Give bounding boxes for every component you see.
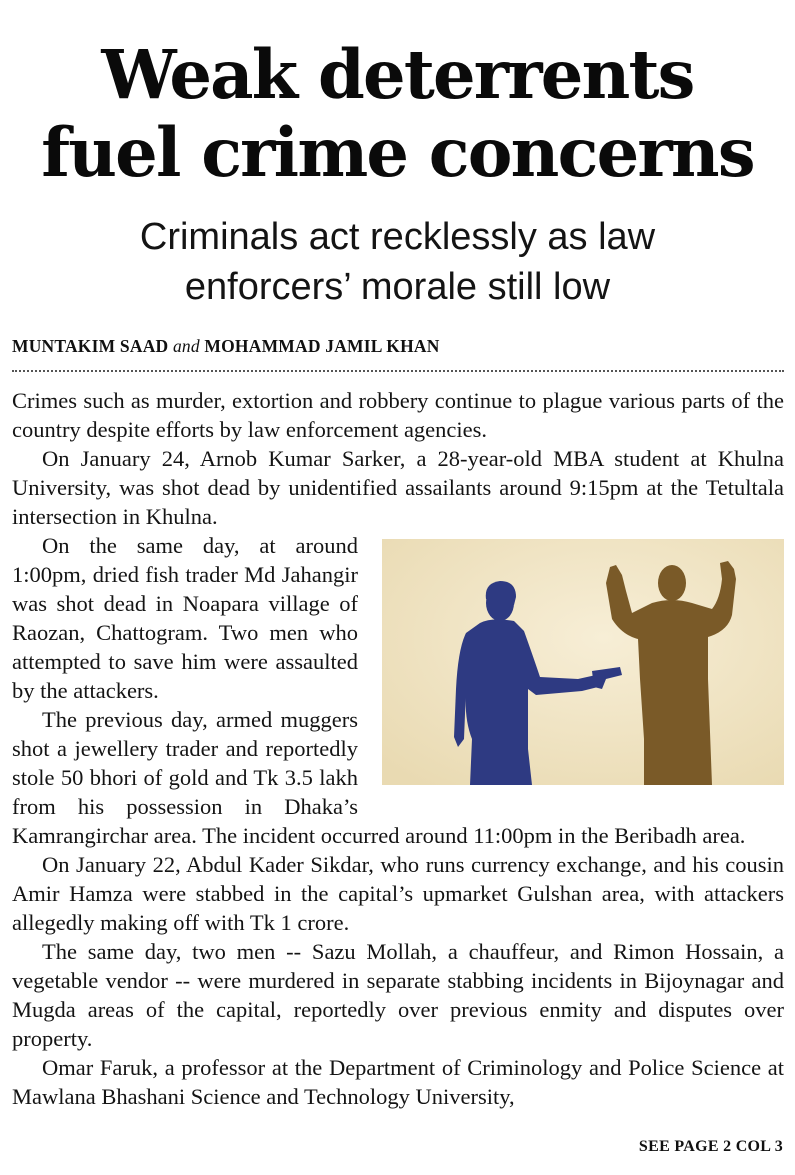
byline-author-1: MUNTAKIM SAAD bbox=[12, 336, 169, 356]
article-paragraph: The previous day, armed muggers shot a jewellery trader and reportedly stole 50 bhori of gold and Tk 3.5 lakh from his possession in Dhaka’s Kamrangirchar area. The incident occurred around 11:00pm in the Beribadh area. bbox=[12, 707, 746, 848]
gunman-and-victim-silhouette-illustration bbox=[382, 539, 784, 785]
article-body bbox=[12, 386, 784, 1111]
byline bbox=[12, 336, 440, 357]
subheadline-line-1: Criminals act recklessly as law bbox=[139, 216, 656, 258]
article-paragraph: Omar Faruk, a professor at the Department of Criminology and Police Science at Mawlana Bhashani Science and Technology University, bbox=[12, 1055, 784, 1109]
subheadline bbox=[0, 212, 795, 312]
article-paragraph: On January 24, Arnob Kumar Sarker, a 28-year-old MBA student at Khulna University, was shot dead by unidentified assailants around 9:15pm at the Tetultala intersection in Khulna. bbox=[12, 446, 784, 529]
headline-line-2: fuel crime concerns bbox=[41, 113, 754, 192]
continuation-jump-line: SEE PAGE 2 COL 3 bbox=[638, 1138, 783, 1155]
article-paragraph: On the same day, at around 1:00pm, dried fish trader Md Jahangir was shot dead in Noapara village of Raozan, Chattogram. Two men who attempted to save him were assaulted by the attackers. bbox=[12, 533, 358, 703]
article-paragraph: On January 22, Abdul Kader Sikdar, who runs currency exchange, and his cousin Amir Hamza were stabbed in the capital’s upmarket Gulshan area, with attackers allegedly making off with Tk 1 crore. bbox=[12, 852, 784, 935]
headline bbox=[0, 36, 795, 192]
subheadline-line-2: enforcers’ morale still low bbox=[184, 266, 611, 308]
headline-line-1: Weak deterrents bbox=[101, 35, 694, 114]
article-paragraph: The same day, two men -- Sazu Mollah, a chauffeur, and Rimon Hossain, a vegetable vendor -- were murdered in separate stabbing incidents in Bijoynagar and Mugda areas of the capital, reportedly over previous enmity and disputes over property. bbox=[12, 939, 784, 1051]
byline-author-2: MOHAMMAD JAMIL KHAN bbox=[204, 336, 440, 356]
article-paragraph: Crimes such as murder, extortion and robbery continue to plague various parts of the country despite efforts by law enforcement agencies. bbox=[12, 388, 784, 442]
byline-conjunction: and bbox=[172, 336, 200, 356]
byline-divider bbox=[12, 370, 784, 372]
crime-illustration bbox=[382, 539, 784, 785]
